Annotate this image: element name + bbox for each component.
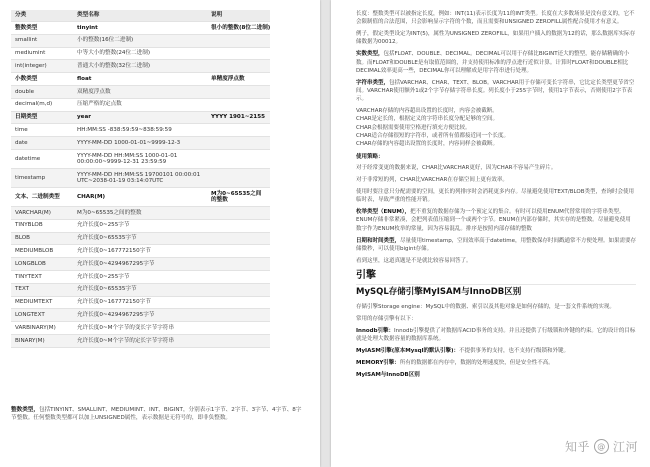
table-row xyxy=(11,309,270,322)
cell-description xyxy=(207,258,270,271)
table-header-row xyxy=(11,10,270,22)
cell-category: date xyxy=(11,137,73,150)
varchar-note: VARCHAR存储的内容超出设置的长度时，内容会被截断。 xyxy=(356,108,498,115)
paragraph-lead: Innodb引擎： xyxy=(356,327,395,334)
cell-category: time xyxy=(11,124,73,137)
cell-description xyxy=(207,270,270,283)
myisam-paragraph xyxy=(356,347,636,355)
cell-type-name: YYYY-MM-DD HH:MM:SS 19700101 00:00:01 UTC~2038-01-19 03:14:07UTC xyxy=(73,168,207,187)
cell-category: MEDIUMBLOB xyxy=(11,245,73,258)
table-row xyxy=(11,334,270,347)
cell-type-name: YYYY-MM-DD 1000-01-01~9999-12-3 xyxy=(73,137,207,150)
cell-category: int(integer) xyxy=(11,60,73,73)
comparison-heading xyxy=(356,371,636,379)
strategy-paragraph-3: 使用时要注意只分配需要的空间，更长的列排序时会消耗更多内存。尽量避免使用TEXT/BLOB类型，查询时会使用临时表，导致严重的性能开销。 xyxy=(356,189,634,204)
cell-description xyxy=(207,232,270,245)
cell-type-name: 允许长度0~167772150字节 xyxy=(73,296,207,309)
real-types-paragraph xyxy=(356,50,636,75)
table-row xyxy=(11,111,270,124)
strategy-paragraph-1: 对于经常变更的数据来说，CHAR比VARCHAR更好，因为CHAR不容易产生碎片。 xyxy=(356,165,557,172)
integer-types-paragraph xyxy=(11,406,307,422)
table-row xyxy=(11,47,270,60)
paragraph-lead: MEMORY引擎： xyxy=(356,360,400,367)
table-row xyxy=(11,22,270,35)
cell-category: BLOB xyxy=(11,232,73,245)
data-types-table xyxy=(11,10,270,348)
table-row xyxy=(11,245,270,258)
enum-paragraph xyxy=(356,208,636,233)
paragraph-text: 不提供事务的支持，也不支持行级锁和外键。 xyxy=(458,348,569,355)
cell-description: 很小的整数(8位二进制) xyxy=(207,22,270,35)
cell-type-name: 允许长度0~255字节 xyxy=(73,270,207,283)
cell-category: 整数类型 xyxy=(11,22,73,35)
cell-type-name: 允许长度0~65535字节 xyxy=(73,232,207,245)
cell-category: timestamp xyxy=(11,168,73,187)
cell-category: 文本、二进制类型 xyxy=(11,187,73,206)
paragraph-lead: 整数类型， xyxy=(11,407,39,413)
paragraph-lead: 实数类型， xyxy=(356,51,384,58)
cell-description xyxy=(207,149,270,168)
datetime-paragraph xyxy=(356,237,636,253)
cell-type-name: HH:MM:SS -838:59:59~838:59:59 xyxy=(73,124,207,137)
right-page-content xyxy=(356,10,636,383)
cell-type-name: 允许长度0~M个字节的定长字节字符串 xyxy=(73,334,207,347)
cell-category: TINYBLOB xyxy=(11,219,73,232)
cell-category: MEDIUMTEXT xyxy=(11,296,73,309)
innodb-paragraph xyxy=(356,327,636,343)
watermark-brand: 知乎 xyxy=(564,440,590,454)
table-body xyxy=(11,22,270,348)
table-row xyxy=(11,187,270,206)
cell-description xyxy=(207,322,270,335)
cell-type-name: year xyxy=(73,111,207,124)
cell-type-name: 小的整数(16位二进制) xyxy=(73,34,207,47)
table-row xyxy=(11,85,270,98)
cell-category: mediumint xyxy=(11,47,73,60)
paragraph-lead: 日期和时间类型， xyxy=(356,237,401,244)
cell-type-name: 允许长度0~4294967295字节 xyxy=(73,309,207,322)
cell-category: double xyxy=(11,85,73,98)
cell-type-name: YYYY-MM-DD HH:MM:SS 1000-01-01 00:00:00~9999-12-31 23:59:59 xyxy=(73,149,207,168)
table-row xyxy=(11,168,270,187)
cell-category: TINYTEXT xyxy=(11,270,73,283)
paragraph-lead: MyIASM引擎(原本Mysql的默认引擎)： xyxy=(356,348,459,355)
table-row xyxy=(11,60,270,73)
table-row xyxy=(11,270,270,283)
cell-category: VARBINARY(M) xyxy=(11,322,73,335)
cell-category: smallint xyxy=(11,34,73,47)
cell-description: YYYY 1901~2155 xyxy=(207,111,270,124)
cell-type-name: 允许长度0~4294967295字节 xyxy=(73,258,207,271)
table-row xyxy=(11,219,270,232)
watermark-author: 江河 xyxy=(612,440,638,454)
cell-description xyxy=(207,34,270,47)
zhihu-watermark xyxy=(565,438,638,455)
cell-type-name: 允许长度0~M个字节的变长字节字符串 xyxy=(73,322,207,335)
cell-category: 日期类型 xyxy=(11,111,73,124)
paragraph-text: 包括VARCHAR、CHAR、TEXT、BLOB。VARCHAR用于存储可变长字符串，它比定长类型更节省空间。VARCHAR使用额外1或2个字节存储字符串长度。列长度小于255字节时，使用1字节表示，否则使用2字节表示。 xyxy=(356,79,635,103)
table-row xyxy=(11,137,270,150)
char-note-3: CHAR适合存储很短的字符串，或者所有值都接近同一个长度。 xyxy=(356,132,510,139)
conclusion-paragraph: 看到这里，这道真题是不是就比较容易回答了。 xyxy=(356,257,472,264)
cell-description xyxy=(207,334,270,347)
table-row xyxy=(11,322,270,335)
cell-description xyxy=(207,206,270,219)
cell-category: BINARY(M) xyxy=(11,334,73,347)
header-category: 分类 xyxy=(11,10,73,22)
header-type-name: 类型名称 xyxy=(73,10,207,22)
paragraph-text: 尽量使用timestamp，空间效率高于datetime，用整数保存时间戳通常不方便处理。如果需要存储微秒，可以使用bigint存储。 xyxy=(356,237,637,252)
char-note-4: CHAR存储的内容超出设置的长度时，内容同样会被截断。 xyxy=(356,141,499,148)
cell-description xyxy=(207,98,270,111)
table-row xyxy=(11,98,270,111)
cell-description xyxy=(207,219,270,232)
cell-type-name: 允许长度0~167772150字节 xyxy=(73,245,207,258)
cell-description xyxy=(207,283,270,296)
engine-intro-paragraph: 存储引擎Storage engine：MySQL中的数据、索引以及其他对象是如何存储的，是一套文件系统的实现。 xyxy=(356,303,615,310)
cell-type-name: 压缩严格的定点数 xyxy=(73,98,207,111)
cell-description xyxy=(207,60,270,73)
table-row xyxy=(11,34,270,47)
cell-description xyxy=(207,124,270,137)
memory-paragraph xyxy=(356,359,636,367)
table-row xyxy=(11,206,270,219)
engine-list-intro: 常用的存储引擎有以下： xyxy=(356,315,417,322)
table-row xyxy=(11,232,270,245)
paragraph-text: 所有的数据都在内存中，数据的处理速度快，但是安全性不高。 xyxy=(399,360,554,367)
cell-type-name: float xyxy=(73,73,207,86)
cell-type-name: 允许长度0~65535字节 xyxy=(73,283,207,296)
engine-heading: 引擎 xyxy=(356,269,636,285)
cell-description xyxy=(207,245,270,258)
cell-description xyxy=(207,309,270,322)
cell-type-name: 双精度浮点数 xyxy=(73,85,207,98)
table-row xyxy=(11,283,270,296)
cell-type-name: 普通大小的整数(32位二进制) xyxy=(73,60,207,73)
header-description: 说明 xyxy=(207,10,270,22)
cell-category: LONGBLOB xyxy=(11,258,73,271)
cell-type-name: M为0~65535之间的整数 xyxy=(73,206,207,219)
cell-category: VARCHAR(M) xyxy=(11,206,73,219)
engine-subheading: MySQL存储引擎MyISAM与InnoDB区别 xyxy=(356,286,522,297)
paragraph-text: Innodb引擎提供了对数据库ACID事务的支持。并且还提供了行级锁和外键的约束。它的设计的目标就是处理大数据容量的数据库系统。 xyxy=(356,327,636,343)
cell-description xyxy=(207,47,270,60)
cell-description xyxy=(207,85,270,98)
right-page xyxy=(331,0,650,467)
table-row xyxy=(11,149,270,168)
at-icon: @ xyxy=(594,439,609,454)
cell-category: LONGTEXT xyxy=(11,309,73,322)
left-page xyxy=(0,0,320,467)
example-paragraph: 例子，假定类型设定为INT(5)，属性为UNSIGNED ZEROFILL，如果用户插入的数据为12的话，那么数据库实际存储数据为00012。 xyxy=(356,31,636,46)
cell-description: 单精度浮点数 xyxy=(207,73,270,86)
string-types-paragraph xyxy=(356,79,636,104)
cell-category: TEXT xyxy=(11,283,73,296)
strategy-paragraph-2: 对于非常短的列，CHAR比VARCHAR在存储空间上更有效率。 xyxy=(356,177,508,184)
cell-category: datetime xyxy=(11,149,73,168)
cell-type-name: 中等大小的整数(24位二进制) xyxy=(73,47,207,60)
table-row xyxy=(11,124,270,137)
paragraph-text: 把不重复的数据存储为一个预定义的集合。有时可以使用ENUM代替常用的字符串类型。ENUM存储非常紧凑，会把列表值压缩到一个或两个字节。ENUM在内部存储时，其实存的是整数。尽量避免使用数字作为ENUM枚举的常量，因为容易混乱。排序是按照内部存储的整数 xyxy=(356,209,631,232)
char-note-1: CHAR是定长的，根据定义的字符串长度分配足够的空间。 xyxy=(356,116,499,123)
table-row xyxy=(11,258,270,271)
strategy-heading: 使用策略： xyxy=(356,154,384,161)
cell-description xyxy=(207,296,270,309)
table-row xyxy=(11,296,270,309)
cell-type-name: CHAR(M) xyxy=(73,187,207,206)
paragraph-lead: 枚举类型（ENUM）， xyxy=(356,209,411,216)
table-row xyxy=(11,73,270,86)
cell-category: 小数类型 xyxy=(11,73,73,86)
paragraph-text: 包括FLOAT、DOUBLE、DECIMAL。DECIMAL可以用于存储比BIGINT还大的整型，能存储精确的小数。而FLOAT和DOUBLE是有取值范围的，并支持使用标准的浮点进行近似计算。计算时FLOAT和DOUBLE相比DECIMAL效率更高一些，DECIMAL你可以理解成是用字符串进行处理。 xyxy=(356,51,630,74)
paragraph-text: 包括TINYINT、SMALLINT、MEDIUMINT、INT、BIGINT，分别表示1字节、2字节、3字节、4字节、8字节整数。任何整数类型都可以加上UNSIGNED属性，表示数据是无符号的，即非负整数。 xyxy=(11,407,302,421)
length-paragraph: 长度：整数类型可以被指定长度，例如：INT(11)表示长度为11的INT类型。长度在大多数场景是没有意义的，它不会限制值的合法范围，只会影响显示字符的个数，而且需要和UNSIGNED ZEROFILL属性配合使用才有意义。 xyxy=(356,11,635,26)
paragraph-lead: MyISAM与InnoDB区别 xyxy=(356,372,420,379)
cell-description xyxy=(207,137,270,150)
cell-type-name: tinyint xyxy=(73,22,207,35)
cell-description: M为0~65535之间的整数 xyxy=(207,187,270,206)
cell-category: decimal(m,d) xyxy=(11,98,73,111)
paragraph-lead: 字符串类型， xyxy=(356,79,390,86)
cell-description xyxy=(207,168,270,187)
char-note-2: CHAR会根据需要使用空格进行填充方便比较。 xyxy=(356,124,471,131)
cell-type-name: 允许长度0~255字节 xyxy=(73,219,207,232)
